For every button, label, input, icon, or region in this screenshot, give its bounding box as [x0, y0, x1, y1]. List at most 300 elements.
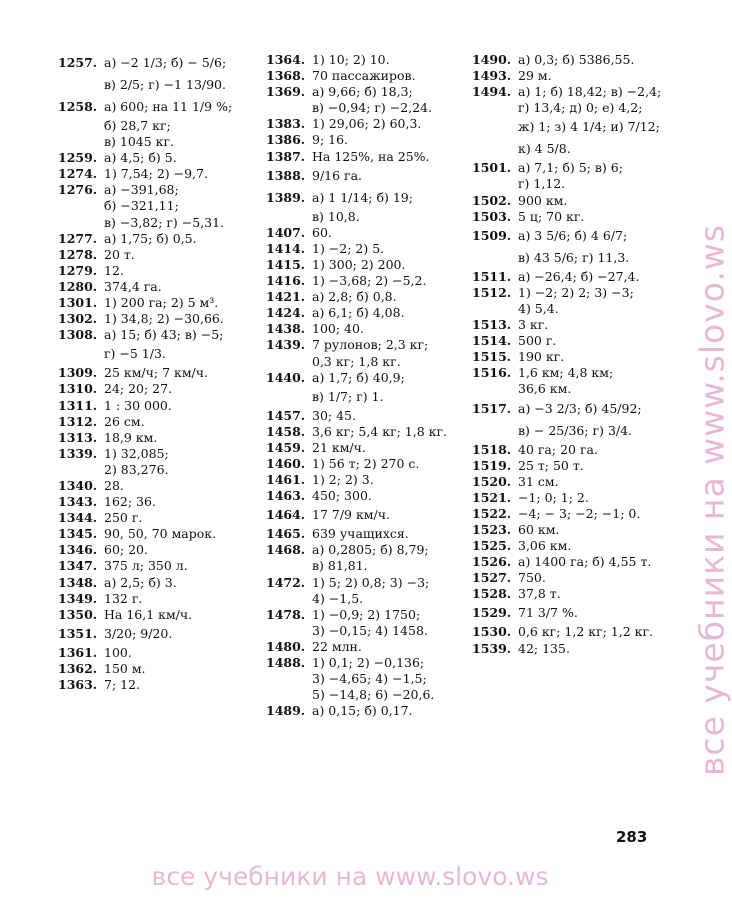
- exercise-number: 1347.: [58, 558, 98, 574]
- answer-text: 36,6 км.: [518, 381, 572, 397]
- answer-text: 3) −0,15; 4) 1458.: [312, 622, 428, 638]
- exercise-number: 1517.: [472, 400, 512, 416]
- exercise-number: 1278.: [58, 246, 98, 262]
- answer-entry: [58, 295, 258, 311]
- exercise-number: 1301.: [58, 295, 98, 311]
- answer-text: 1) 7,54; 2) −9,7.: [104, 166, 208, 182]
- exercise-number: 1523.: [472, 521, 512, 537]
- answer-text: а) −391,68;: [104, 182, 179, 198]
- exercise-number: 1346.: [58, 542, 98, 558]
- answer-text: а) 9,66; б) 18,3;: [312, 84, 413, 100]
- exercise-number: 1364.: [266, 52, 306, 67]
- answer-text: а) 1 1/14; б) 19;: [312, 189, 413, 205]
- answer-text: в) 2/5; г) −1 13/90.: [104, 77, 226, 92]
- answer-entry: [472, 301, 672, 317]
- exercise-number: 1348.: [58, 574, 98, 590]
- answer-entry: [472, 602, 672, 624]
- exercise-number: 1521.: [472, 489, 512, 505]
- answer-text: а) 1400 га; б) 4,55 т.: [518, 554, 652, 570]
- answer-entry: [58, 677, 258, 693]
- answer-entry: [266, 655, 466, 671]
- answer-text: 100; 40.: [312, 321, 364, 337]
- exercise-number: 1311.: [58, 397, 98, 413]
- answer-text: а) 2,8; б) 0,8.: [312, 289, 397, 305]
- answer-entry: [58, 510, 258, 526]
- answer-entry: [266, 558, 466, 574]
- answer-entry: [266, 100, 466, 116]
- answer-text: 132 г.: [104, 590, 143, 606]
- answer-text: 100.: [104, 644, 132, 660]
- answer-text: 190 кг.: [518, 349, 565, 365]
- exercise-number: 1525.: [472, 538, 512, 554]
- answer-text: 450; 300.: [312, 488, 372, 504]
- answer-text: к) 4 5/8.: [518, 141, 571, 157]
- exercise-number: 1516.: [472, 365, 512, 381]
- exercise-number: 1416.: [266, 273, 306, 289]
- exercise-number: 1493.: [472, 68, 512, 84]
- answer-entry: [266, 542, 466, 558]
- answer-text: а) −2 1/3; б) − 5/6;: [104, 55, 227, 70]
- answer-text: б) 28,7 кг;: [104, 118, 171, 133]
- answer-entry: [266, 671, 466, 687]
- answer-text: 250 г.: [104, 510, 143, 526]
- answer-text: а) 600; на 11 1/9 %;: [104, 99, 233, 114]
- exercise-number: 1388.: [266, 167, 306, 183]
- answer-entry: [266, 187, 466, 209]
- answer-entry: [472, 641, 672, 657]
- exercise-number: 1350.: [58, 606, 98, 622]
- exercise-number: 1458.: [266, 423, 306, 439]
- answer-entry: [58, 279, 258, 295]
- answer-text: 4) 5,4.: [518, 300, 559, 316]
- answer-entry: [472, 269, 672, 285]
- answer-text: 1,6 км; 4,8 км;: [518, 365, 614, 381]
- answer-text: 375 л; 350 л.: [104, 558, 188, 574]
- answer-entry: [266, 488, 466, 504]
- answer-text: 7 рулонов; 2,3 кг;: [312, 337, 429, 353]
- answer-entry: [266, 241, 466, 257]
- answer-text: 28.: [104, 477, 124, 493]
- exercise-number: 1339.: [58, 445, 98, 461]
- answer-text: в) 10,8.: [312, 208, 360, 224]
- exercise-number: 1363.: [58, 677, 98, 692]
- answer-entry: [472, 398, 672, 420]
- answer-entry: [58, 52, 258, 74]
- answer-entry: [266, 607, 466, 623]
- exercise-number: 1415.: [266, 256, 306, 272]
- answer-entry: [58, 231, 258, 247]
- exercise-number: 1386.: [266, 132, 306, 148]
- answer-text: 3/20; 9/20.: [104, 625, 173, 641]
- answer-text: б) −321,11;: [104, 198, 179, 214]
- answer-text: 3) −4,65; 4) −1,5;: [312, 671, 427, 687]
- answer-entry: [266, 623, 466, 639]
- answer-entry: [472, 554, 672, 570]
- exercise-number: 1277.: [58, 230, 98, 246]
- answer-entry: [58, 414, 258, 430]
- answer-text: а) 1,7; б) 40,9;: [312, 369, 405, 385]
- answer-entry: [472, 84, 672, 100]
- answer-text: в) 81,81.: [312, 558, 368, 574]
- exercise-number: 1383.: [266, 116, 306, 132]
- exercise-number: 1259.: [58, 150, 98, 166]
- exercise-number: 1276.: [58, 182, 98, 198]
- answer-text: а) 1; б) 18,42; в) −2,4;: [518, 84, 662, 100]
- exercise-number: 1438.: [266, 321, 306, 337]
- answer-text: в) − 25/36; г) 3/4.: [518, 422, 633, 438]
- answer-entry: [472, 160, 672, 176]
- answer-entry: [58, 118, 258, 134]
- answer-entry: [472, 100, 672, 116]
- answer-entry: [472, 538, 672, 554]
- answer-text: 1 : 30 000.: [104, 397, 172, 413]
- answer-entry: [58, 661, 258, 677]
- exercise-number: 1472.: [266, 574, 306, 590]
- answer-text: а) 4,5; б) 5.: [104, 150, 177, 166]
- answer-text: 7; 12.: [104, 677, 141, 692]
- answer-entry: [472, 624, 672, 640]
- answer-text: 29 м.: [518, 68, 552, 84]
- answer-entry: [266, 370, 466, 386]
- answer-entry: [266, 257, 466, 273]
- answer-text: 900 км.: [518, 192, 568, 208]
- answer-entry: [58, 182, 258, 198]
- answer-entry: [58, 478, 258, 494]
- exercise-number: 1527.: [472, 570, 512, 586]
- answer-entry: [266, 424, 466, 440]
- exercise-number: 1440.: [266, 369, 306, 385]
- exercise-number: 1279.: [58, 262, 98, 278]
- answer-entry: [58, 645, 258, 661]
- answer-entry: [58, 558, 258, 574]
- answer-text: 22 млн.: [312, 638, 362, 654]
- answer-text: 3 кг.: [518, 317, 549, 333]
- exercise-number: 1368.: [266, 68, 306, 84]
- answer-text: а) 0,15; б) 0,17.: [312, 703, 413, 719]
- answer-entry: [58, 247, 258, 263]
- answer-entry: [472, 586, 672, 602]
- answer-entry: [472, 52, 672, 68]
- answer-entry: [58, 96, 258, 118]
- answers-column-3: [472, 52, 672, 657]
- answer-text: 40 га; 20 га.: [518, 441, 598, 457]
- answer-text: а) −3 2/3; б) 45/92;: [518, 400, 642, 416]
- exercise-number: 1274.: [58, 166, 98, 182]
- exercise-number: 1460.: [266, 455, 306, 471]
- answer-entry: [58, 591, 258, 607]
- answer-entry: [266, 408, 466, 424]
- answer-entry: [472, 317, 672, 333]
- answer-entry: [58, 526, 258, 542]
- answer-text: 71 3/7 %.: [518, 605, 578, 621]
- exercise-number: 1302.: [58, 311, 98, 327]
- answer-text: 1) 29,06; 2) 60,3.: [312, 116, 422, 132]
- answer-text: 9; 16.: [312, 132, 349, 148]
- answer-entry: [472, 365, 672, 381]
- exercise-number: 1518.: [472, 441, 512, 457]
- exercise-number: 1515.: [472, 349, 512, 365]
- exercise-number: 1457.: [266, 407, 306, 423]
- exercise-number: 1257.: [58, 55, 98, 70]
- exercise-number: 1387.: [266, 148, 306, 164]
- answer-entry: [472, 442, 672, 458]
- answer-text: 21 км/ч.: [312, 439, 366, 455]
- exercise-number: 1514.: [472, 333, 512, 349]
- exercise-number: 1494.: [472, 84, 512, 100]
- answer-entry: [58, 462, 258, 478]
- answer-text: 4) −1,5.: [312, 590, 364, 606]
- answer-text: 60 км.: [518, 521, 560, 537]
- exercise-number: 1349.: [58, 590, 98, 606]
- answer-entry: [58, 198, 258, 214]
- answer-entry: [266, 591, 466, 607]
- answer-text: 5) −14,8; 6) −20,6.: [312, 687, 435, 703]
- answer-text: 20 т.: [104, 246, 135, 262]
- answer-entry: [58, 327, 258, 343]
- answer-text: 60.: [312, 224, 332, 240]
- exercise-number: 1424.: [266, 305, 306, 321]
- answer-text: 750.: [518, 570, 546, 586]
- answer-entry: [472, 116, 672, 138]
- answer-text: 17 7/9 км/ч.: [312, 507, 390, 523]
- exercise-number: 1519.: [472, 457, 512, 473]
- exercise-number: 1526.: [472, 554, 512, 570]
- exercise-number: 1528.: [472, 586, 512, 602]
- answer-entry: [58, 494, 258, 510]
- exercise-number: 1513.: [472, 317, 512, 333]
- answer-text: 1) 5; 2) 0,8; 3) −3;: [312, 574, 430, 590]
- answer-entry: [266, 440, 466, 456]
- answer-entry: [266, 132, 466, 148]
- answer-text: 1) 0,1; 2) −0,136;: [312, 655, 425, 670]
- answer-entry: [58, 134, 258, 150]
- exercise-number: 1522.: [472, 505, 512, 521]
- exercise-number: 1344.: [58, 510, 98, 526]
- answer-text: 31 см.: [518, 473, 559, 489]
- exercise-number: 1280.: [58, 278, 98, 294]
- answer-text: 2) 83,276.: [104, 461, 169, 477]
- answer-entry: [266, 305, 466, 321]
- exercise-number: 1345.: [58, 526, 98, 542]
- answer-text: 24; 20; 27.: [104, 381, 173, 397]
- exercise-number: 1258.: [58, 99, 98, 114]
- exercise-number: 1468.: [266, 542, 306, 558]
- answer-entry: [472, 570, 672, 586]
- exercise-number: 1340.: [58, 477, 98, 493]
- answer-entry: [266, 209, 466, 225]
- exercise-number: 1463.: [266, 488, 306, 504]
- answer-entry: [472, 247, 672, 269]
- exercise-number: 1361.: [58, 644, 98, 660]
- answer-entry: [266, 386, 466, 408]
- exercise-number: 1389.: [266, 189, 306, 205]
- answer-entry: [266, 165, 466, 187]
- exercise-number: 1502.: [472, 192, 512, 208]
- answer-text: 1) −3,68; 2) −5,2.: [312, 273, 427, 289]
- answer-entry: [58, 215, 258, 231]
- answer-entry: [266, 639, 466, 655]
- answer-text: 60; 20.: [104, 542, 148, 558]
- answer-text: а) 6,1; б) 4,08.: [312, 305, 405, 321]
- answer-text: в) 1045 кг.: [104, 134, 175, 150]
- exercise-number: 1312.: [58, 413, 98, 429]
- answer-entry: [266, 687, 466, 703]
- answer-text: 1) 200 га; 2) 5 м³.: [104, 295, 219, 311]
- exercise-number: 1530.: [472, 624, 512, 640]
- answer-entry: [58, 166, 258, 182]
- answer-text: а) 7,1; б) 5; в) 6;: [518, 160, 623, 176]
- answer-entry: [266, 289, 466, 305]
- answer-text: 1) 32,085;: [104, 445, 169, 461]
- page-number: 283: [616, 828, 648, 846]
- answer-text: 1) 10; 2) 10.: [312, 52, 390, 67]
- answer-text: а) 3 5/6; б) 4 6/7;: [518, 227, 628, 243]
- answer-entry: [58, 343, 258, 365]
- answer-entry: [58, 263, 258, 279]
- exercise-number: 1351.: [58, 625, 98, 641]
- answer-entry: [472, 285, 672, 301]
- answer-entry: [472, 225, 672, 247]
- answers-column-2: [266, 52, 466, 719]
- answer-entry: [472, 333, 672, 349]
- answer-entry: [472, 176, 672, 192]
- answer-entry: [58, 74, 258, 96]
- answer-text: 1) 56 т; 2) 270 с.: [312, 455, 420, 471]
- answer-entry: [266, 456, 466, 472]
- answer-text: ж) 1; з) 4 1/4; и) 7/12;: [518, 119, 660, 135]
- answer-text: 1) −2; 2) 5.: [312, 240, 385, 256]
- answer-entry: [58, 575, 258, 591]
- answer-entry: [58, 311, 258, 327]
- exercise-number: 1421.: [266, 289, 306, 305]
- answer-entry: [266, 321, 466, 337]
- answer-text: −4; − 3; −2; −1; 0.: [518, 505, 641, 521]
- exercise-number: 1478.: [266, 606, 306, 622]
- exercise-number: 1439.: [266, 337, 306, 353]
- answer-entry: [472, 490, 672, 506]
- answer-entry: [266, 354, 466, 370]
- answer-text: 18,9 км.: [104, 429, 158, 445]
- answer-entry: [472, 349, 672, 365]
- answer-entry: [266, 575, 466, 591]
- answer-entry: [266, 337, 466, 353]
- answer-entry: [266, 703, 466, 719]
- answer-entry: [472, 138, 672, 160]
- answer-text: 1) −2; 2) 2; 3) −3;: [518, 284, 634, 300]
- answer-text: 500 г.: [518, 333, 557, 349]
- answer-text: 0,6 кг; 1,2 кг; 1,2 кг.: [518, 624, 653, 640]
- exercise-number: 1343.: [58, 494, 98, 510]
- exercise-number: 1503.: [472, 208, 512, 224]
- answer-text: 9/16 га.: [312, 167, 363, 183]
- exercise-number: 1407.: [266, 224, 306, 240]
- answers-column-1: [58, 52, 258, 693]
- answer-text: 1) −0,9; 2) 1750;: [312, 606, 421, 622]
- answer-text: 12.: [104, 262, 124, 278]
- answer-entry: [266, 84, 466, 100]
- exercise-number: 1369.: [266, 84, 306, 100]
- answer-entry: [266, 526, 466, 542]
- answer-text: 1) 34,8; 2) −30,66.: [104, 311, 224, 327]
- exercise-number: 1488.: [266, 655, 306, 670]
- answer-text: в) −0,94; г) −2,24.: [312, 100, 433, 116]
- side-watermark: все учебники на www.slovo.ws: [692, 223, 732, 777]
- answer-text: −1; 0; 1; 2.: [518, 489, 589, 505]
- exercise-number: 1511.: [472, 268, 512, 284]
- answer-text: 42; 135.: [518, 640, 570, 656]
- exercise-number: 1509.: [472, 227, 512, 243]
- answer-text: а) 2,5; б) 3.: [104, 574, 177, 590]
- answer-text: 37,8 т.: [518, 586, 561, 602]
- answer-entry: [58, 542, 258, 558]
- answer-entry: [266, 273, 466, 289]
- answer-entry: [472, 381, 672, 397]
- answer-entry: [472, 522, 672, 538]
- answer-text: 25 км/ч; 7 км/ч.: [104, 365, 208, 381]
- answer-entry: [472, 68, 672, 84]
- answer-text: 162; 36.: [104, 494, 156, 510]
- answer-text: а) 0,2805; б) 8,79;: [312, 542, 429, 558]
- bottom-watermark: все учебники на www.slovo.ws: [151, 862, 549, 891]
- answer-text: а) 0,3; б) 5386,55.: [518, 52, 635, 67]
- answer-text: На 16,1 км/ч.: [104, 606, 193, 622]
- answer-text: 5 ц; 70 кг.: [518, 208, 585, 224]
- exercise-number: 1520.: [472, 473, 512, 489]
- answer-text: в) −3,82; г) −5,31.: [104, 214, 225, 230]
- exercise-number: 1414.: [266, 240, 306, 256]
- answer-text: г) 1,12.: [518, 176, 566, 192]
- answer-entry: [58, 607, 258, 623]
- exercise-number: 1308.: [58, 327, 98, 343]
- answer-text: 90, 50, 70 марок.: [104, 526, 217, 542]
- answer-entry: [58, 381, 258, 397]
- answer-text: 374,4 га.: [104, 278, 162, 294]
- answer-text: г) −5 1/3.: [104, 346, 166, 362]
- answer-entry: [266, 472, 466, 488]
- answer-entry: [266, 52, 466, 68]
- answer-text: 30; 45.: [312, 407, 356, 423]
- answer-entry: [58, 430, 258, 446]
- answer-text: г) 13,4; д) 0; е) 4,2;: [518, 100, 643, 116]
- answer-entry: [58, 365, 258, 381]
- answer-entry: [266, 68, 466, 84]
- exercise-number: 1490.: [472, 52, 512, 67]
- answer-entry: [266, 149, 466, 165]
- exercise-number: 1539.: [472, 640, 512, 656]
- answer-text: в) 1/7; г) 1.: [312, 388, 384, 404]
- exercise-number: 1465.: [266, 526, 306, 542]
- answer-entry: [58, 623, 258, 645]
- exercise-number: 1512.: [472, 284, 512, 300]
- answer-entry: [472, 193, 672, 209]
- answer-entry: [472, 209, 672, 225]
- answer-text: 150 м.: [104, 660, 146, 676]
- answer-text: а) 1,75; б) 0,5.: [104, 230, 197, 246]
- exercise-number: 1309.: [58, 365, 98, 381]
- exercise-number: 1313.: [58, 429, 98, 445]
- exercise-number: 1310.: [58, 381, 98, 397]
- answer-text: 3,06 км.: [518, 538, 572, 554]
- exercise-number: 1501.: [472, 160, 512, 176]
- answer-text: 1) 2; 2) 3.: [312, 472, 374, 488]
- answer-entry: [58, 446, 258, 462]
- answer-text: 1) 300; 2) 200.: [312, 256, 406, 272]
- answer-entry: [472, 420, 672, 442]
- exercise-number: 1461.: [266, 472, 306, 488]
- answer-text: а) 15; б) 43; в) −5;: [104, 327, 224, 343]
- answer-entry: [266, 504, 466, 526]
- answer-text: На 125%, на 25%.: [312, 148, 430, 164]
